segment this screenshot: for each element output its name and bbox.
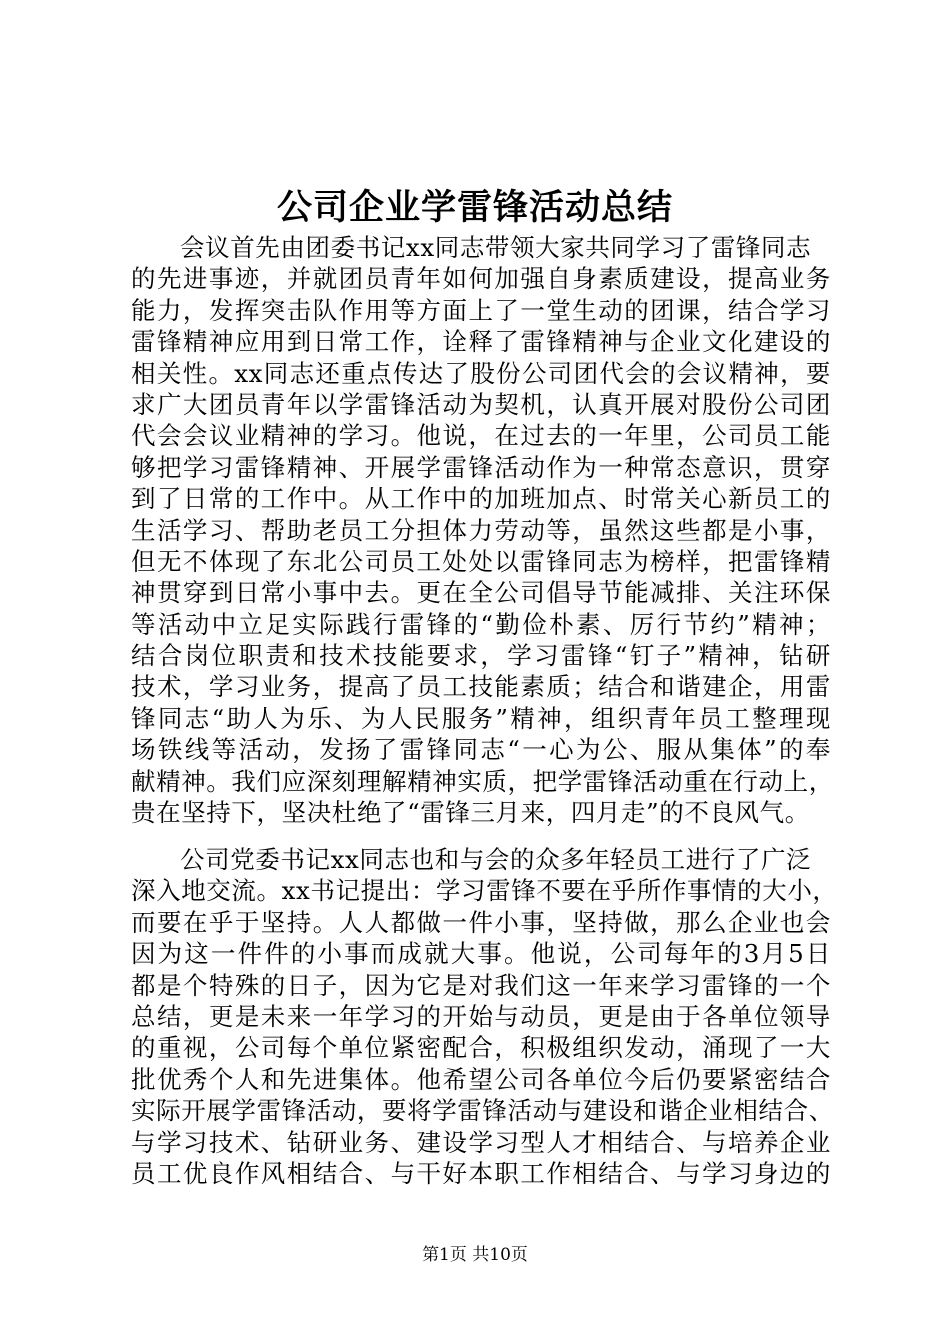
text-line: 到了日常的工作中。从工作中的加班加点、时常关心新员工的	[131, 484, 831, 514]
text-line: 结合岗位职责和技术技能要求，学习雷锋“钉子”精神，钻研	[131, 641, 831, 671]
text-line: 锋同志“助人为乐、为人民服务”精神，组织青年员工整理现	[131, 703, 831, 733]
text-line: 会议首先由团委书记xx同志带领大家共同学习了雷锋同志	[180, 233, 812, 262]
text-line: 代会会议业精神的学习。他说，在过去的一年里，公司员工能	[131, 421, 831, 451]
text-line: 公司党委书记xx同志也和与会的众多年轻员工进行了广泛	[180, 845, 812, 874]
page-footer: 第1页 共10页	[422, 1245, 528, 1265]
text-line: 的先进事迹，并就团员青年如何加强自身素质建设，提高业务	[131, 264, 831, 294]
text-line: 求广大团员青年以学雷锋活动为契机，认真开展对股份公司团	[131, 389, 831, 419]
text-line: 场铁线等活动，发扬了雷锋同志“一心为公、服从集体”的奉	[131, 735, 831, 765]
text-line: 但无不体现了东北公司员工处处以雷锋同志为榜样，把雷锋精	[131, 546, 831, 576]
paragraph-2	[131, 844, 838, 1189]
text-line: 生活学习、帮助老员工分担体力劳动等，虽然这些都是小事，	[131, 515, 831, 545]
text-line: 员工优良作风相结合、与干好本职工作相结合、与学习身边的	[131, 1158, 831, 1188]
text-line: 够把学习雷锋精神、开展学雷锋活动作为一种常态意识，贯穿	[131, 452, 831, 482]
text-line: 献精神。我们应深刻理解精神实质，把学雷锋活动重在行动上，	[131, 766, 834, 796]
text-line: 因为这一件件的小事而成就大事。他说，公司每年的3月5日	[131, 939, 831, 969]
text-line: 都是个特殊的日子，因为它是对我们这一年来学习雷锋的一个	[131, 970, 831, 1000]
text-line: 贵在坚持下，坚决杜绝了“雷锋三月来，四月走”的不良风气。	[131, 798, 810, 828]
text-line: 能力，发挥突击队作用等方面上了一堂生动的团课，结合学习	[131, 295, 831, 325]
text-line: 等活动中立足实际践行雷锋的“勤俭朴素、厉行节约”精神；	[131, 609, 831, 639]
text-line: 雷锋精神应用到日常工作，诠释了雷锋精神与企业文化建设的	[131, 327, 831, 357]
document-title: 公司企业学雷锋活动总结	[276, 187, 673, 228]
text-line: 深入地交流。xx书记提出：学习雷锋不要在乎所作事情的大小，	[131, 876, 838, 906]
text-line: 实际开展学雷锋活动，要将学雷锋活动与建设和谐企业相结合、	[131, 1096, 834, 1126]
text-line: 批优秀个人和先进集体。他希望公司各单位今后仍要紧密结合	[131, 1064, 831, 1094]
paragraph-1	[131, 232, 834, 828]
text-line: 神贯穿到日常小事中去。更在全公司倡导节能减排、关注环保	[131, 578, 831, 608]
text-line: 而要在乎于坚持。人人都做一件小事，坚持做，那么企业也会	[131, 907, 831, 937]
text-line: 技术，学习业务，提高了员工技能素质；结合和谐建企，用雷	[131, 672, 831, 702]
text-line: 与学习技术、钻研业务、建设学习型人才相结合、与培养企业	[131, 1127, 831, 1157]
text-line: 相关性。xx同志还重点传达了股份公司团代会的会议精神，要	[131, 358, 831, 388]
text-line: 的重视，公司每个单位紧密配合，积极组织发动，涌现了一大	[131, 1033, 831, 1063]
text-line: 总结，更是未来一年学习的开始与动员，更是由于各单位领导	[131, 1001, 831, 1031]
